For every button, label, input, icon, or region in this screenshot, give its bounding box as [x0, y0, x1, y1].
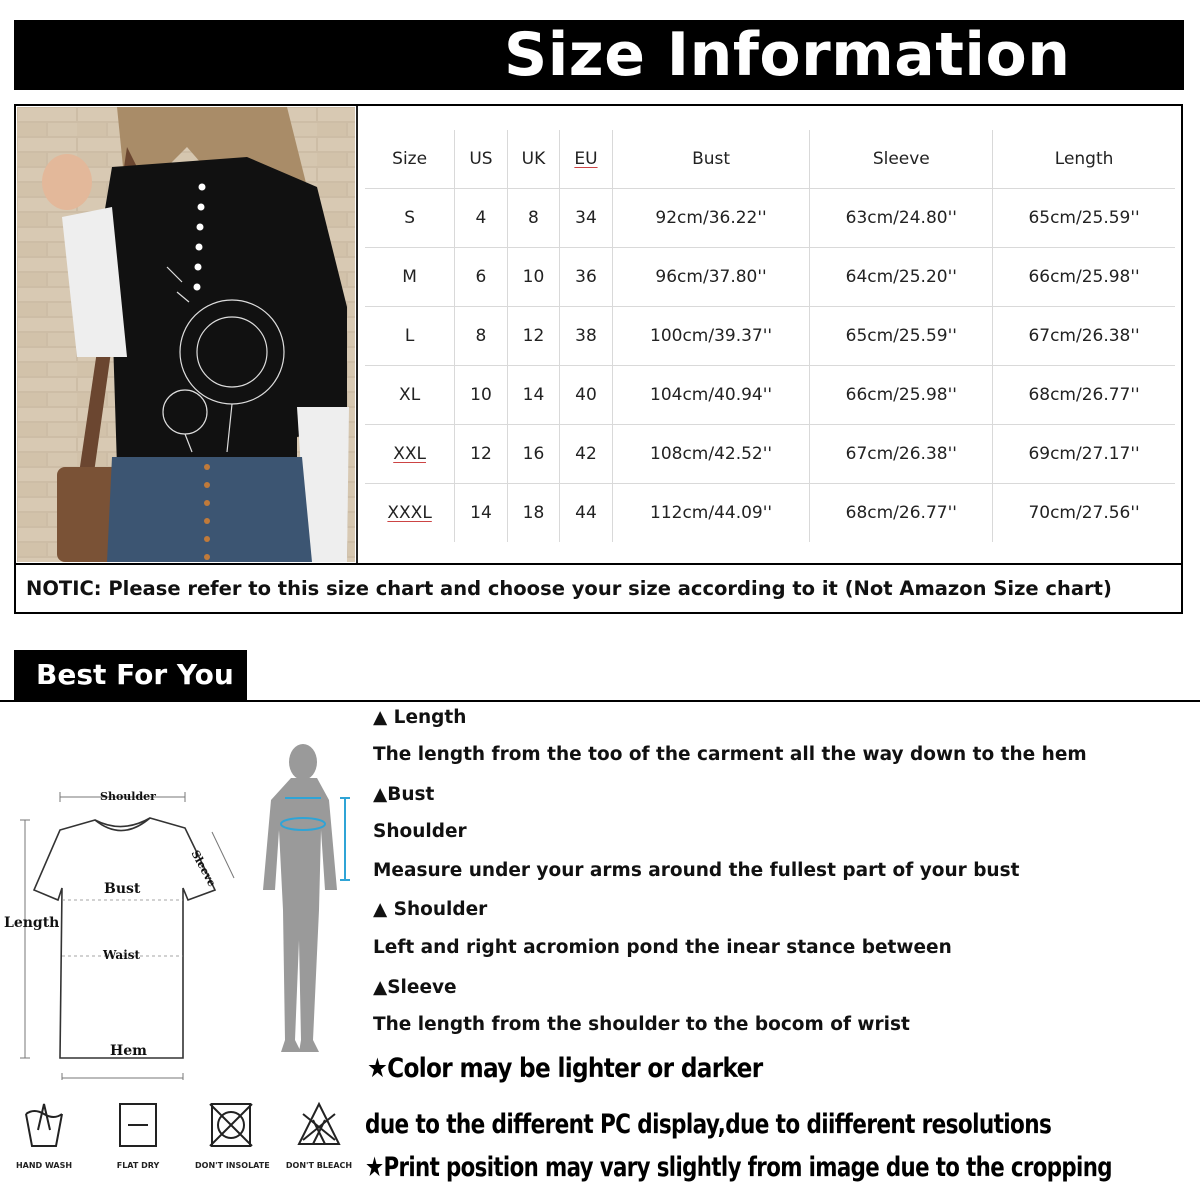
notice-strip [14, 563, 1183, 614]
cell-size: S [365, 189, 455, 248]
care-dont-bleach [284, 1100, 354, 1170]
cell-bust: 108cm/42.52'' [612, 425, 810, 484]
cell-us: 8 [455, 307, 508, 366]
table-row [365, 307, 1175, 366]
cell-uk: 14 [507, 366, 560, 425]
diagram-shoulder-label: Shoulder [100, 790, 156, 803]
desc-sleeve-text: The length from the shoulder to the bocom of wrist [373, 1014, 910, 1035]
table-row [365, 189, 1175, 248]
col-us: US [455, 130, 508, 189]
cell-eu: 44 [560, 484, 613, 543]
cell-length: 69cm/27.17'' [993, 425, 1175, 484]
col-length: Length [993, 130, 1175, 189]
cell-size: M [365, 248, 455, 307]
section-divider [0, 700, 1200, 702]
cell-us: 12 [455, 425, 508, 484]
care-flat-dry [103, 1100, 173, 1170]
care-dont-insolate [195, 1100, 270, 1170]
diagram-hem-label: Hem [110, 1043, 147, 1059]
cell-sleeve: 64cm/25.20'' [810, 248, 993, 307]
cell-sleeve: 66cm/25.98'' [810, 366, 993, 425]
body-silhouette [255, 740, 365, 1060]
cell-us: 4 [455, 189, 508, 248]
cell-size: XL [365, 366, 455, 425]
cell-bust: 92cm/36.22'' [612, 189, 810, 248]
cell-size [365, 425, 455, 484]
cell-length: 65cm/25.59'' [993, 189, 1175, 248]
care-dont-bleach-label: DON'T BLEACH [285, 1161, 353, 1170]
col-sleeve: Sleeve [810, 130, 993, 189]
title-banner [14, 20, 1184, 90]
best-for-you-tab: Best For You [14, 650, 247, 700]
cell-size-label: XXXL [387, 503, 432, 523]
care-flat-dry-label: FLAT DRY [116, 1161, 160, 1170]
hand-wash-icon [22, 1100, 66, 1150]
table-row [365, 484, 1175, 543]
cell-size [365, 484, 455, 543]
woman-silhouette-icon [255, 740, 365, 1060]
desc-shoulder-heading: ▲ Shoulder [373, 899, 488, 920]
cell-us: 6 [455, 248, 508, 307]
cell-eu: 38 [560, 307, 613, 366]
model-photo [17, 107, 355, 562]
col-size: Size [365, 130, 455, 189]
care-dont-insolate-label: DON'T INSOLATE [195, 1161, 270, 1170]
cell-uk: 12 [507, 307, 560, 366]
flat-dry-icon [116, 1100, 160, 1150]
cell-eu: 40 [560, 366, 613, 425]
col-eu-label: EU [574, 149, 598, 169]
cell-uk: 18 [507, 484, 560, 543]
desc-bust-text: Measure under your arms around the fullest part of your bust [373, 860, 1020, 881]
cell-length: 66cm/25.98'' [993, 248, 1175, 307]
cell-uk: 10 [507, 248, 560, 307]
cell-uk: 16 [507, 425, 560, 484]
photo-divider [356, 106, 358, 564]
col-uk: UK [507, 130, 560, 189]
shirt-diagram [0, 760, 250, 1080]
model-photo-icon [17, 107, 355, 562]
diagram-waist-label: Waist [103, 948, 141, 962]
notice-text: NOTIC: Please refer to this size chart and choose your size according to it (Not Amazon Size chart) [26, 577, 1112, 600]
cell-length: 70cm/27.56'' [1028, 503, 1140, 523]
cell-bust: 100cm/39.37'' [612, 307, 810, 366]
diagram-length-label: Length [4, 915, 60, 931]
cell-uk: 8 [507, 189, 560, 248]
diagram-sleeve-label: Sleeve [188, 848, 219, 889]
desc-bust-heading: ▲Bust [373, 784, 435, 805]
cell-bust: 112cm/44.09'' [612, 484, 810, 543]
cell-length: 68cm/26.77'' [993, 366, 1175, 425]
care-hand-wash [9, 1100, 79, 1170]
note-color: ★Color may be lighter or darker [367, 1053, 763, 1084]
cell-sleeve: 67cm/26.38'' [810, 425, 993, 484]
cell-sleeve: 68cm/26.77'' [810, 484, 993, 543]
diagram-bust-label: Bust [104, 881, 141, 897]
cell-eu: 42 [560, 425, 613, 484]
cell-bust: 104cm/40.94'' [612, 366, 810, 425]
table-header-row [365, 130, 1175, 189]
cell-size: L [365, 307, 455, 366]
table-row [365, 248, 1175, 307]
cell-size-label: XXL [393, 444, 426, 464]
cell-us: 14 [455, 484, 508, 543]
table-row [365, 366, 1175, 425]
cell-eu: 36 [560, 248, 613, 307]
col-eu [560, 130, 613, 189]
note-display: due to the different PC display,due to diifferent resolutions [365, 1109, 1052, 1140]
desc-length-text: The length from the too of the carment all the way down to the hem [373, 744, 1087, 765]
desc-shoulder-text: Left and right acromion pond the inear stance between [373, 937, 952, 958]
col-bust: Bust [612, 130, 810, 189]
cell-bust: 96cm/37.80'' [612, 248, 810, 307]
page-title: Size Information [504, 20, 1071, 90]
desc-shoulder-label: Shoulder [373, 821, 467, 842]
cell-length: 67cm/26.38'' [993, 307, 1175, 366]
size-table [365, 130, 1175, 542]
note-print-position: ★Print position may vary slightly from image due to the cropping [365, 1152, 1112, 1183]
do-not-tumble-dry-icon [206, 1100, 254, 1150]
do-not-bleach-icon [295, 1100, 343, 1150]
care-hand-wash-label: HAND WASH [15, 1161, 73, 1170]
cell-sleeve: 63cm/24.80'' [810, 189, 993, 248]
cell-eu: 34 [560, 189, 613, 248]
cell-us: 10 [455, 366, 508, 425]
desc-length-heading: ▲ Length [373, 707, 467, 728]
desc-sleeve-heading: ▲Sleeve [373, 977, 457, 998]
cell-sleeve: 65cm/25.59'' [810, 307, 993, 366]
table-row [365, 425, 1175, 484]
